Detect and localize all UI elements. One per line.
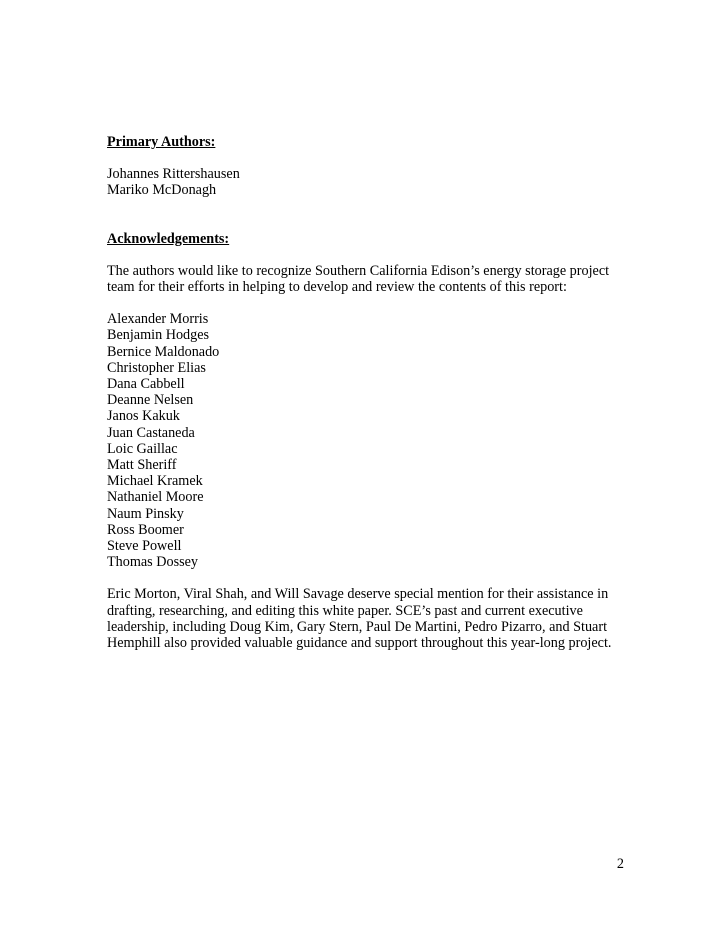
team-member-name: Loic Gaillac (107, 440, 178, 457)
team-member-name: Juan Castaneda (107, 424, 195, 441)
team-member-name: Bernice Maldonado (107, 343, 220, 360)
team-member-name: Deanne Nelsen (107, 392, 194, 409)
page-content (107, 134, 627, 651)
spacer (107, 570, 627, 586)
team-member-name: Benjamin Hodges (107, 327, 210, 344)
spacer (107, 295, 627, 311)
team-member-name: Alexander Morris (107, 311, 209, 328)
team-member-name: Nathaniel Moore (107, 489, 204, 506)
closing-line: leadership, including Doug Kim, Gary Stern, Paul De Martini, Pedro Pizarro, and Stuart (107, 618, 608, 635)
team-members-list (107, 311, 627, 570)
closing-line: Hemphill also provided valuable guidance and support throughout this year-long project. (107, 635, 612, 652)
spacer (107, 199, 627, 231)
intro-line: team for their efforts in helping to develop and review the contents of this report: (107, 279, 567, 296)
team-member-name: Ross Boomer (107, 521, 184, 538)
author-name: Mariko McDonagh (107, 182, 217, 199)
acknowledgements-closing (107, 586, 627, 651)
team-member-name: Dana Cabbell (107, 376, 185, 393)
primary-authors-list (107, 166, 627, 198)
team-member-name: Steve Powell (107, 538, 182, 555)
primary-authors-heading: Primary Authors: (107, 134, 216, 150)
acknowledgements-intro (107, 263, 627, 295)
spacer (107, 247, 627, 263)
team-member-name: Naum Pinsky (107, 505, 184, 522)
team-member-name: Matt Sheriff (107, 457, 177, 474)
page-number: 2 (616, 856, 624, 872)
team-member-name: Christopher Elias (107, 359, 206, 376)
spacer (107, 150, 627, 166)
team-member-name: Janos Kakuk (107, 408, 180, 425)
closing-line: drafting, researching, and editing this white paper. SCE’s past and current executive (107, 602, 583, 619)
team-member-name: Thomas Dossey (107, 554, 199, 571)
author-name: Johannes Rittershausen (107, 166, 240, 183)
intro-line: The authors would like to recognize Southern California Edison’s energy storage project (107, 262, 610, 279)
team-member-name: Michael Kramek (107, 473, 203, 490)
acknowledgements-heading: Acknowledgements: (107, 230, 230, 247)
closing-line: Eric Morton, Viral Shah, and Will Savage deserve special mention for their assistance in (107, 586, 609, 603)
